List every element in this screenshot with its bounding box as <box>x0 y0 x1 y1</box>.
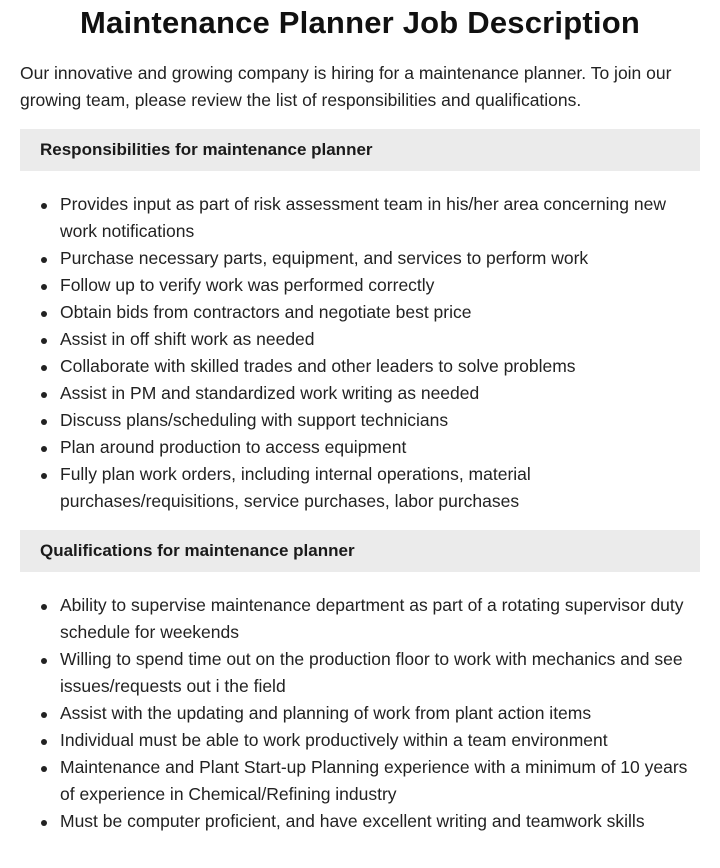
responsibility-item: Purchase necessary parts, equipment, and services to perform work <box>20 245 700 272</box>
responsibilities-heading: Responsibilities for maintenance planner <box>20 129 700 171</box>
responsibility-item: Assist in PM and standardized work writing as needed <box>20 380 700 407</box>
page-title: Maintenance Planner Job Description <box>80 5 640 40</box>
responsibility-item: Follow up to verify work was performed correctly <box>20 272 700 299</box>
qualifications-heading: Qualifications for maintenance planner <box>20 530 700 572</box>
qualifications-list <box>20 592 700 835</box>
responsibility-item: Plan around production to access equipment <box>20 434 700 461</box>
responsibility-item: Collaborate with skilled trades and other leaders to solve problems <box>20 353 700 380</box>
responsibility-item: Assist in off shift work as needed <box>20 326 700 353</box>
job-description-page <box>0 2 720 835</box>
qualification-item: Willing to spend time out on the production floor to work with mechanics and see issues/requests out i the field <box>20 646 700 700</box>
responsibility-item: Obtain bids from contractors and negotiate best price <box>20 299 700 326</box>
qualification-item: Maintenance and Plant Start-up Planning experience with a minimum of 10 years of experience in Chemical/Refining industry <box>20 754 700 808</box>
responsibility-item: Discuss plans/scheduling with support technicians <box>20 407 700 434</box>
qualification-item: Assist with the updating and planning of work from plant action items <box>20 700 700 727</box>
responsibility-item: Provides input as part of risk assessment team in his/her area concerning new work notifications <box>20 191 700 245</box>
qualification-item: Individual must be able to work productively within a team environment <box>20 727 700 754</box>
qualification-item: Ability to supervise maintenance department as part of a rotating supervisor duty schedule for weekends <box>20 592 700 646</box>
responsibility-item: Fully plan work orders, including internal operations, material purchases/requisitions, service purchases, labor purchases <box>20 461 700 515</box>
qualification-item: Must be computer proficient, and have excellent writing and teamwork skills <box>20 808 700 835</box>
intro-paragraph: Our innovative and growing company is hiring for a maintenance planner. To join our growing team, please review the list of responsibilities and qualifications. <box>20 63 672 110</box>
responsibilities-list <box>20 191 700 515</box>
